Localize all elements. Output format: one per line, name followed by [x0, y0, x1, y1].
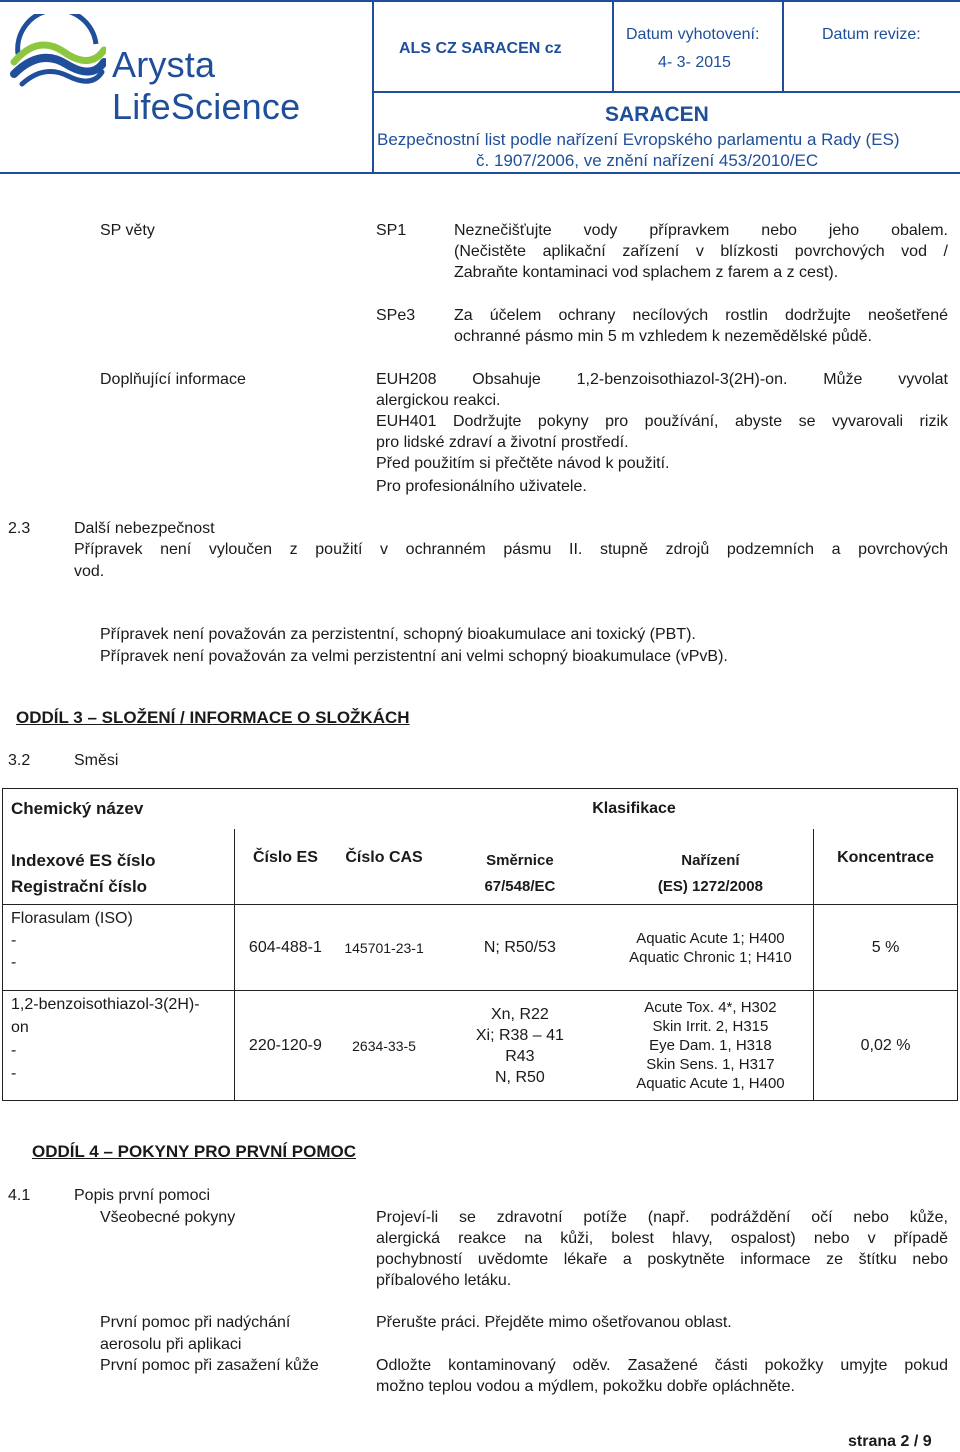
- concentration-cell: 5 %: [814, 905, 958, 991]
- header-es-number: Číslo ES: [234, 829, 336, 905]
- composition-table: [2, 788, 958, 1101]
- regulation-cell: Acute Tox. 4*, H302 Skin Irrit. 2, H315 Eye Dam. 1, H318 Skin Sens. 1, H317 Aquatic Acute 1, H400: [608, 991, 814, 1101]
- subsection-title: Směsi: [74, 752, 119, 769]
- skin-contact-line: Odložte kontaminovaný oděv. Zasažené části pokožky umyjte pokud: [376, 1357, 948, 1374]
- inhalation-label: První pomoc při nadýchání: [100, 1314, 291, 1331]
- chemical-name-cell: Florasulam (ISO) - -: [3, 905, 235, 991]
- supplementary-line: alergickou reakci.: [376, 392, 501, 409]
- general-instructions-label: Všeobecné pokyny: [100, 1209, 236, 1226]
- skin-contact-line: možno teplou vodou a mýdlem, pokožku dobře opláchněte.: [376, 1378, 795, 1395]
- supplementary-line: EUH208 Obsahuje 1,2-benzoisothiazol-3(2H)-on. Může vyvolat: [376, 371, 948, 388]
- vpvb-statement: Přípravek není považován za velmi perzistentní ani velmi schopný bioakumulace (vPvB).: [100, 648, 728, 665]
- section-4-heading: ODDÍL 4 – POKYNY PRO PRVNÍ POMOC: [32, 1142, 357, 1161]
- table-row: [3, 991, 958, 1101]
- header-regulation: Nařízení (ES) 1272/2008: [608, 829, 814, 905]
- skin-contact-label: První pomoc při zasažení kůže: [100, 1357, 319, 1374]
- header-index-registration: Indexové ES číslo Registrační číslo: [3, 829, 235, 905]
- sds-regulation-line-2: č. 1907/2006, ve znění nařízení 453/2010/EC: [476, 151, 819, 170]
- doc-code: ALS CZ SARACEN cz: [399, 40, 562, 57]
- concentration-cell: 0,02 %: [814, 991, 958, 1101]
- supplementary-line: Před použitím si přečtěte návod k použití.: [376, 455, 670, 472]
- general-instructions-line: příbalového letáku.: [376, 1272, 512, 1289]
- sp1-code: SP1: [376, 222, 407, 239]
- issue-date: 4- 3- 2015: [658, 54, 731, 71]
- header-divider-middle: [372, 91, 960, 93]
- sp1-line: Neznečišťujte vody přípravkem nebo jeho obalem.: [454, 222, 948, 239]
- header-divider-dates: [782, 0, 784, 92]
- header-divider-code: [612, 0, 614, 92]
- subsection-number: 2.3: [8, 520, 31, 537]
- spe3-code: SPe3: [376, 307, 416, 324]
- logo-wave-icon: [8, 14, 106, 94]
- spe3-line: Za účelem ochrany necílových rostlin dodržujte neošetřené: [454, 307, 948, 324]
- subsection-number: 3.2: [8, 752, 31, 769]
- header-concentration: Koncentrace: [814, 829, 958, 905]
- header-border-bottom: [0, 172, 960, 174]
- sp1-line: Zabraňte kontaminaci vod splachem z farem a z cest).: [454, 264, 839, 281]
- directive-cell: Xn, R22 Xi; R38 – 41 R43 N, R50: [432, 991, 608, 1101]
- subsection-title: Popis první pomoci: [74, 1187, 211, 1204]
- spe3-line: ochranné pásmo min 5 m vzhledem k nezemědělské půdě.: [454, 328, 872, 345]
- sp-label: SP věty: [100, 222, 155, 239]
- arysta-logo: [8, 14, 368, 127]
- hazard-line: Přípravek není vyloučen z použití v ochranném pásmu II. stupně zdrojů podzemních a povrchových: [74, 541, 948, 558]
- header-classification: Klasifikace: [234, 789, 957, 829]
- supplementary-label: Doplňující informace: [100, 371, 246, 388]
- header-chemical-name: Chemický název: [3, 789, 235, 829]
- issue-date-label: Datum vyhotovení:: [626, 26, 760, 43]
- pbt-statement: Přípravek není považován za perzistentní, schopný bioakumulace ani toxický (PBT).: [100, 626, 696, 643]
- header-border-top: [0, 0, 960, 2]
- subsection-number: 4.1: [8, 1187, 31, 1204]
- supplementary-line: pro lidské zdraví a životní prostředí.: [376, 434, 629, 451]
- supplementary-line: EUH401 Dodržujte pokyny pro používání, abyste se vyvarovali rizik: [376, 413, 948, 430]
- inhalation-instructions: Přerušte práci. Přejděte mimo ošetřovanou oblast.: [376, 1314, 732, 1331]
- product-name: SARACEN: [605, 103, 709, 126]
- inhalation-label: aerosolu při aplikaci: [100, 1336, 242, 1353]
- hazard-line: vod.: [74, 563, 105, 580]
- revision-date-label: Datum revize:: [822, 26, 921, 43]
- general-instructions-line: alergická reakce na kůži, bolest hlavy, ospalost) nebo v případě: [376, 1230, 948, 1247]
- sds-regulation-line-1: Bezpečnostní list podle nařízení Evropského parlamentu a Rady (ES): [377, 130, 900, 149]
- cas-number-cell: 145701-23-1: [336, 905, 432, 991]
- regulation-cell: Aquatic Acute 1; H400 Aquatic Chronic 1; H410: [608, 905, 814, 991]
- logo-wordmark: Arysta LifeScience: [112, 44, 301, 127]
- header-directive: Směrnice 67/548/EC: [432, 829, 608, 905]
- cas-number-cell: 2634-33-5: [336, 991, 432, 1101]
- general-instructions-line: Projeví-li se zdravotní potíže (např. podráždění očí nebo kůže,: [376, 1209, 948, 1226]
- table-row: [3, 905, 958, 991]
- sp1-line: (Nečistěte aplikační zařízení v blízkosti povrchových vod /: [454, 243, 948, 260]
- general-instructions-line: pochybností uvědomte lékaře a poskytněte informace ze štítku nebo: [376, 1251, 948, 1268]
- es-number-cell: 220-120-9: [234, 991, 336, 1101]
- subsection-title: Další nebezpečnost: [74, 520, 215, 537]
- header-cas-number: Číslo CAS: [336, 829, 432, 905]
- directive-cell: N; R50/53: [432, 905, 608, 991]
- section-3-heading: ODDÍL 3 – SLOŽENÍ / INFORMACE O SLOŽKÁCH: [16, 708, 410, 727]
- chemical-name-cell: 1,2-benzoisothiazol-3(2H)- on - -: [3, 991, 235, 1101]
- page-number: strana 2 / 9: [848, 1433, 932, 1450]
- supplementary-line: Pro profesionálního uživatele.: [376, 478, 587, 495]
- es-number-cell: 604-488-1: [234, 905, 336, 991]
- header-divider-logo: [372, 0, 374, 174]
